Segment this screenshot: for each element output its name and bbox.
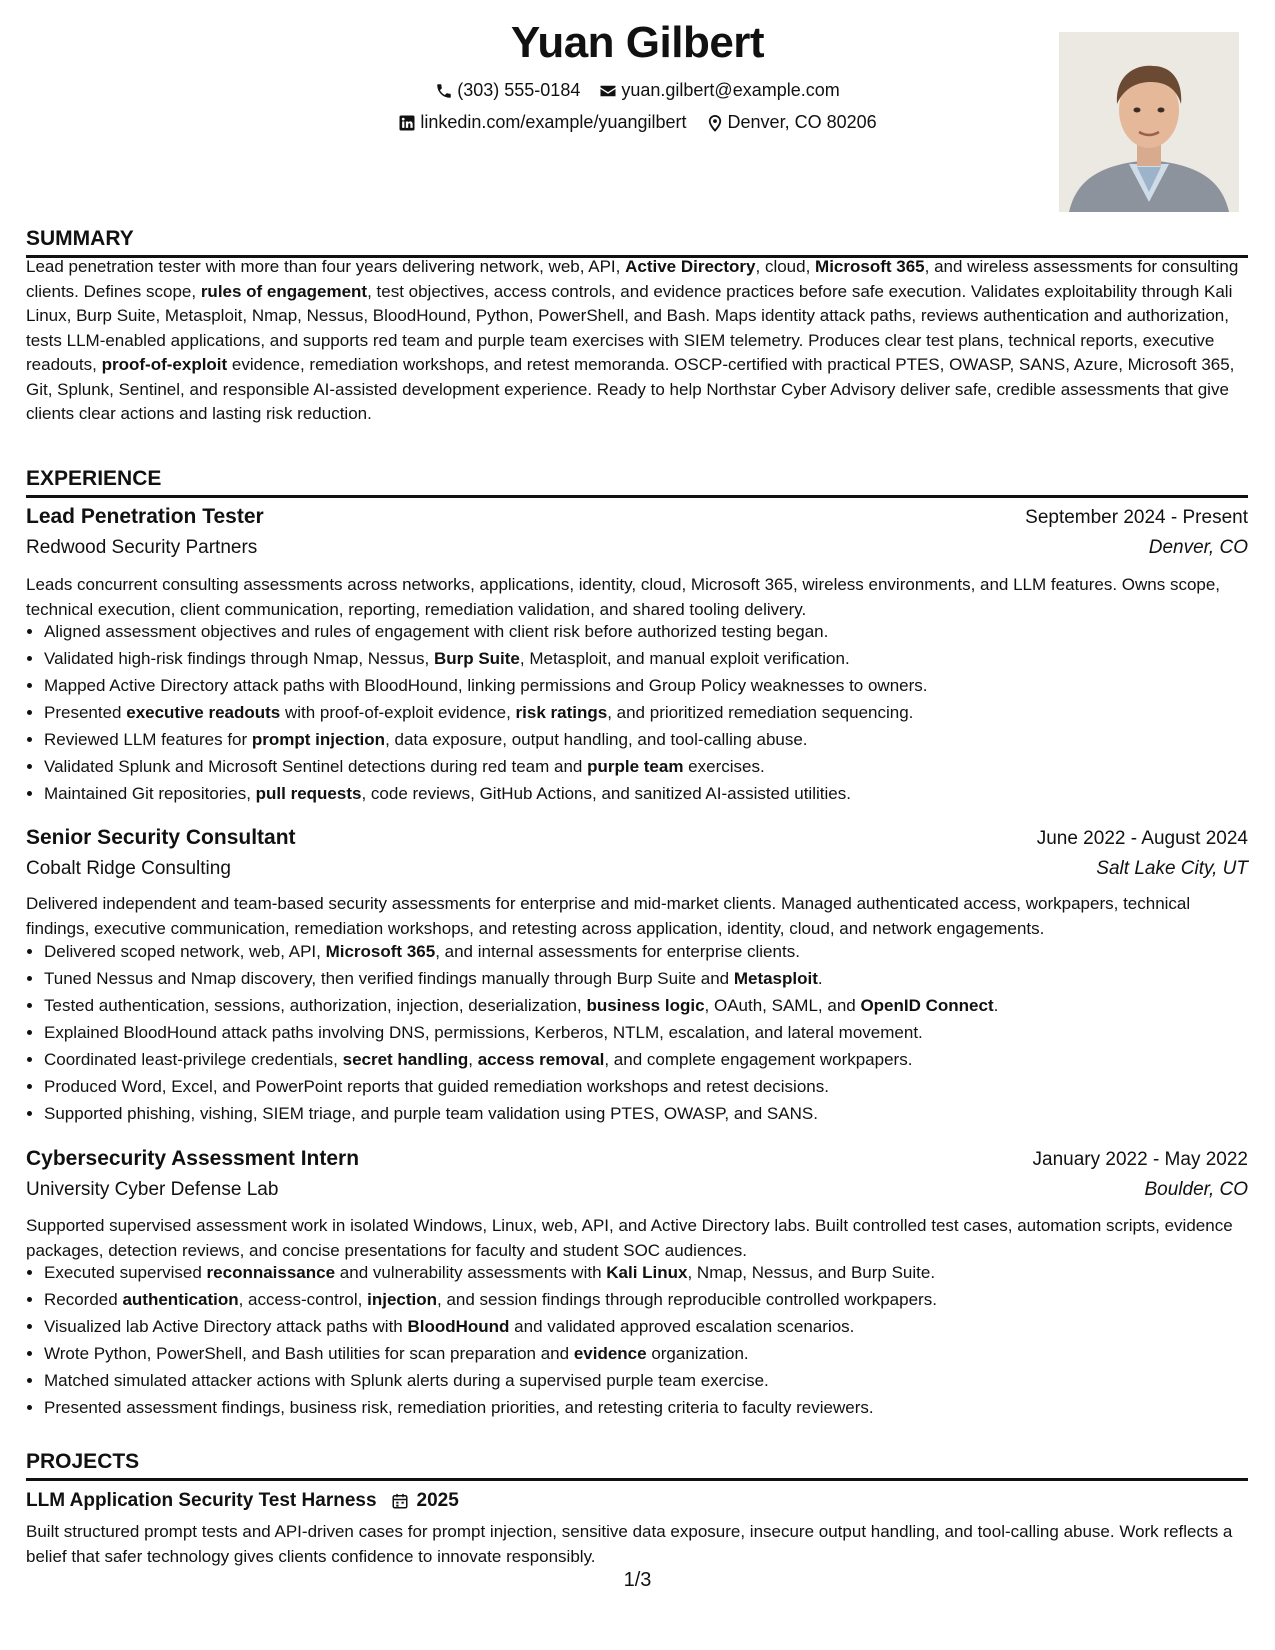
section-title-experience: EXPERIENCE [26,466,1248,498]
summary-highlight: rules of engagement [200,281,368,301]
section-title-summary: SUMMARY [26,226,1248,258]
list-item: • Aligned assessment objectives and rules of engagement with client risk before authorized testing began. [44,618,1266,645]
summary-text: evidence, remediation workshops, and retest memoranda. OSCP-certified with practical PTES, OWASP, SANS, Azure, Microsoft 365, Git, Splunk, Sentinel, and responsible AI-assisted development experience. Ready to help Northstar Cyber Advisory deliver safe, credible assessments that give clients clear actions and lasting risk reduction. [26,355,1235,423]
job-dates: June 2022 - August 2024 [1036,828,1248,849]
location-text: Denver, CO 80206 [727,112,877,132]
contact-location [706,112,877,133]
job-location: Salt Lake City, UT [1096,858,1248,879]
list-item: • Tuned Nessus and Nmap discovery, then verified findings manually through Burp Suite and Metasploit. [44,965,1266,992]
list-item: • Maintained Git repositories, pull requests, code reviews, GitHub Actions, and sanitized AI-assisted utilities. [44,780,1266,807]
job-company: Redwood Security Partners [26,537,258,558]
email-text: yuan.gilbert@example.com [621,80,840,100]
contact-linkedin[interactable] [398,112,686,133]
job-location: Boulder, CO [1144,1179,1248,1200]
candidate-name: Yuan Gilbert [510,18,765,67]
job-description: Leads concurrent consulting assessments across networks, applications, identity, cloud, Microsoft 365, wireless environments, and LLM features. Owns scope, technical execution, client communication, reporting, remediation validation, and shared tooling delivery. [26,575,1221,619]
job-dates: September 2024 - Present [1025,507,1248,528]
summary-highlight: proof-of-exploit [101,355,228,374]
list-item: • Validated high-risk findings through Nmap, Nessus, Burp Suite, Metasploit, and manual exploit verification. [44,645,1266,672]
summary-highlight: Active Directory [625,257,756,276]
envelope-icon [599,82,617,100]
job-dates: January 2022 - May 2022 [1032,1149,1248,1170]
job-description: Supported supervised assessment work in isolated Windows, Linux, web, API, and Active Directory labs. Built controlled test cases, automation scripts, evidence packages, detection reviews, and concise presentations for faculty and student SOC audiences. [26,1216,1233,1260]
phone-text: (303) 555-0184 [457,80,581,100]
summary-text: Lead penetration tester with more than four years delivering network, web, API, [26,257,626,276]
contact-phone [435,80,580,101]
summary-text: , cloud, [755,257,816,276]
contact-email[interactable] [599,80,839,101]
list-item: • Tested authentication, sessions, authorization, injection, deserialization, business logic, OAuth, SAML, and OpenID Connect. [44,992,1266,1019]
linkedin-icon [398,114,416,132]
list-item: • Presented assessment findings, business risk, remediation priorities, and retesting criteria to faculty reviewers. [44,1394,1266,1421]
job-bullets [26,618,1266,807]
list-item: • Presented executive readouts with proof-of-exploit evidence, risk ratings, and prioritized remediation sequencing. [44,699,1266,726]
project-heading [26,1490,459,1512]
section-title-projects: PROJECTS [26,1449,1248,1481]
summary-paragraph [26,255,1248,427]
job-description: Delivered independent and team-based security assessments for enterprise and mid-market clients. Managed authenticated access, workpapers, technical findings, executive communication, remediation workshops, and retesting across application, identity, cloud, and network engagements. [26,894,1191,938]
list-item: • Executed supervised reconnaissance and vulnerability assessments with Kali Linux, Nmap, Nessus, and Burp Suite. [44,1259,1266,1286]
profile-photo [1059,32,1239,212]
map-pin-icon [706,114,724,132]
summary-text: , and wireless assessments for consulting clients. Defines scope, [26,257,1239,301]
list-item: • Delivered scoped network, web, API, Microsoft 365, and internal assessments for enterprise clients. [44,938,1266,965]
page-number: 1/3 [623,1569,652,1591]
linkedin-text: linkedin.com/example/yuangilbert [420,112,687,132]
summary-text: , test objectives, access controls, and evidence practices before safe execution. Validates exploitability through Kali Linux, Burp Suite, Metasploit, Nmap, Nessus, BloodHound, Python, PowerShell, and Bash. Maps identity attack paths, reviews authentication and authorization, tests LLM-enabled applications, and supports red team and purple team exercises with SIEM telemetry. Produces clear test plans, technical reports, executive readouts, [26,281,1233,374]
list-item: • Wrote Python, PowerShell, and Bash utilities for scan preparation and evidence organization. [44,1340,1266,1367]
job-company: University Cyber Defense Lab [26,1179,279,1200]
project-description: Built structured prompt tests and API-driven cases for prompt injection, sensitive data exposure, insecure output handling, and tool-calling abuse. Work reflects a belief that safer technology gives clients confidence to innovate responsibly. [26,1522,1233,1566]
list-item: • Recorded authentication, access-control, injection, and session findings through reproducible controlled workpapers. [44,1286,1266,1313]
project-title: LLM Application Security Test Harness [26,1490,377,1511]
job-title: Cybersecurity Assessment Intern [26,1147,360,1170]
summary-highlight: Microsoft 365 [815,257,925,276]
list-item: • Coordinated least-privilege credentials, secret handling, access removal, and complete engagement workpapers. [44,1046,1266,1073]
job-location: Denver, CO [1148,537,1248,558]
list-item: • Produced Word, Excel, and PowerPoint reports that guided remediation workshops and retest decisions. [44,1073,1266,1100]
job-bullets [26,938,1266,1127]
calendar-icon [391,1492,409,1510]
phone-icon [435,82,453,100]
job-bullets [26,1259,1266,1421]
list-item: • Validated Splunk and Microsoft Sentinel detections during red team and purple team exercises. [44,753,1266,780]
resume-header [0,0,1275,215]
project-year: 2025 [416,1490,459,1511]
list-item: • Reviewed LLM features for prompt injection, data exposure, output handling, and tool-calling abuse. [44,726,1266,753]
list-item: • Explained BloodHound attack paths involving DNS, permissions, Kerberos, NTLM, escalation, and lateral movement. [44,1019,1266,1046]
job-company: Cobalt Ridge Consulting [26,858,231,879]
list-item: • Matched simulated attacker actions with Splunk alerts during a supervised purple team exercise. [44,1367,1266,1394]
list-item: • Supported phishing, vishing, SIEM triage, and purple team validation using PTES, OWASP, and SANS. [44,1100,1266,1127]
job-title: Lead Penetration Tester [26,505,264,528]
list-item: • Visualized lab Active Directory attack paths with BloodHound and validated approved escalation scenarios. [44,1313,1266,1340]
job-title: Senior Security Consultant [26,826,296,849]
list-item: • Mapped Active Directory attack paths with BloodHound, linking permissions and Group Policy weaknesses to owners. [44,672,1266,699]
